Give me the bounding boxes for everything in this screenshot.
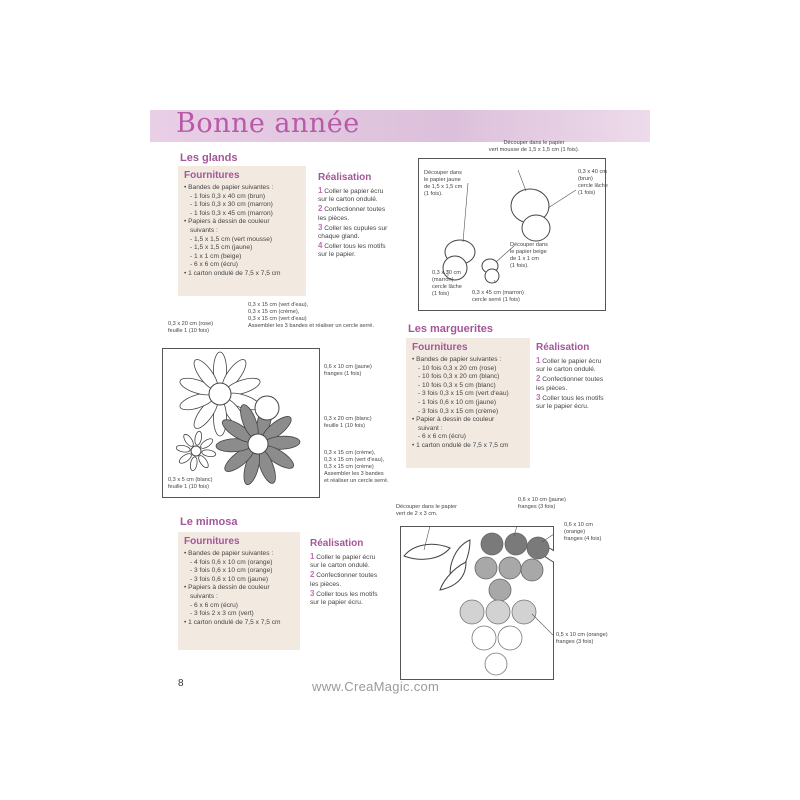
supply-line: • Bandes de papier suivantes : [184, 184, 274, 191]
petal-icon [194, 431, 203, 446]
section-title-glands: Les glands [180, 152, 238, 164]
supply-line: suivants : [190, 226, 218, 234]
label-brown-strip: 0,3 x 40 cm (brun) cercle lâche (1 fois) [578, 169, 608, 196]
supply-line: - 10 fois 0,3 x 20 cm (rose) [418, 364, 497, 372]
petal-icon [189, 456, 198, 471]
step-item: 1 Coller le papier écru sur le carton ondulé. [536, 356, 602, 374]
label-moss-paper: Découper dans le papier vert mousse de 1,5 x 1,5 cm (1 fois). [488, 140, 580, 153]
mimosa-supplies-box [178, 532, 300, 650]
label-orange-fringe-4: 0,6 x 10 cm (orange) franges (4 fois) [564, 522, 602, 542]
section-title-marguerites: Les marguerites [408, 323, 493, 335]
supply-line: • 1 carton ondulé de 7,5 x 7,5 cm [184, 618, 281, 626]
supply-line: suivant : [418, 424, 443, 432]
glands-steps [318, 172, 392, 261]
supply-line: - 6 x 6 cm (écru) [190, 601, 238, 609]
petal-icon [201, 449, 216, 458]
label-marron-45: 0,3 x 45 cm (marron) cercle serré (1 fois) [472, 290, 524, 303]
glands-supplies-title: Fournitures [184, 170, 240, 181]
step-item: 1 Coller le papier écru sur le carton ondulé. [318, 186, 384, 204]
acorn-body-icon [522, 215, 550, 241]
supply-line: - 1 fois 0,3 x 40 cm (brun) [190, 192, 266, 200]
page-title: Bonne année [176, 108, 360, 139]
orange-fringe-ball-icon [489, 579, 511, 601]
step-item: 3 Coller tous les motifs sur le papier écru. [536, 392, 604, 411]
label-yellow-fringe: 0,6 x 10 cm (jaune) franges (1 fois) [324, 364, 372, 377]
label-pink-petal: 0,3 x 20 cm (rose) feuille 1 (10 fois) [168, 321, 214, 334]
supply-line: - 6 x 6 cm (écru) [418, 433, 466, 441]
step-item: 2 Confectionner toutes les pièces. [310, 570, 378, 588]
mimosa-diagram [400, 526, 554, 680]
step-item: 1 Coller le papier écru sur le carton ondulé. [310, 552, 376, 570]
daisies-supplies-box [406, 338, 530, 468]
step-item: 2 Confectionner toutes les pièces. [536, 374, 604, 392]
daisies-supplies-title: Fournitures [412, 342, 468, 353]
supply-line: • Bandes de papier suivantes : [412, 356, 502, 363]
yellow-fringe-ball-icon [505, 533, 527, 555]
acorn-body-icon [485, 269, 499, 283]
supply-line: - 3 fois 0,3 x 15 cm (vert d'eau) [418, 390, 509, 398]
supply-line: - 10 fois 0,3 x 5 cm (blanc) [418, 381, 496, 389]
leaf-icon [404, 544, 450, 559]
supply-line: - 10 fois 0,3 x 20 cm (blanc) [418, 373, 500, 381]
mimosa-steps [310, 538, 386, 608]
supply-line: • Papier à dessin de couleur [412, 416, 495, 424]
step-item: 3 Coller les cupules sur chaque gland. [318, 222, 388, 241]
supply-line: - 3 fois 0,3 x 15 cm (crème) [418, 407, 499, 415]
ball-icon [498, 626, 522, 650]
supply-line: suivants : [190, 592, 218, 600]
supply-line: • 1 carton ondulé de 7,5 x 7,5 cm [184, 269, 281, 277]
supply-line: - 1 fois 0,3 x 45 cm (marron) [190, 209, 273, 217]
yellow-fringe-center-icon [255, 396, 279, 420]
supply-line: • 1 carton ondulé de 7,5 x 7,5 cm [412, 441, 509, 449]
supply-line: - 6 x 6 cm (écru) [190, 261, 238, 269]
supply-line: - 3 fois 2 x 3 cm (vert) [190, 610, 254, 618]
supply-line: • Papiers à dessin de couleur [184, 584, 270, 592]
glands-supplies-box [178, 166, 306, 296]
mimosa-steps-title: Réalisation [310, 538, 364, 549]
orange-fringe-ball-icon [499, 557, 521, 579]
orange-fringe-ball-icon [475, 557, 497, 579]
mimosa-supplies-title: Fournitures [184, 536, 240, 547]
daisies-steps-title: Réalisation [536, 342, 590, 353]
supply-line: • Papiers à dessin de couleur [184, 218, 270, 226]
petal-icon [176, 444, 191, 453]
label-yellow-fringe: 0,6 x 10 cm (jaune) franges (3 fois) [518, 497, 566, 510]
supply-line: - 3 fois 0,6 x 10 cm (orange) [190, 567, 273, 575]
label-tight-circle-bottom: 0,3 x 15 cm (crème), 0,3 x 15 cm (vert d'eau), 0,3 x 15 cm (crème) Assembler les 3 bandes et réaliser un cercle serré. [324, 450, 389, 484]
yellow-fringe-ball-icon [527, 537, 549, 559]
orange-fringe-ball-icon [521, 559, 543, 581]
orange-fringe-ball-icon [512, 600, 536, 624]
label-beige-paper: Découper dans le papier beige de 1 x 1 cm (1 fois). [510, 242, 548, 269]
supply-line: - 1,5 x 1,5 cm (jaune) [190, 244, 253, 252]
step-item: 2 Confectionner toutes les pièces. [318, 204, 386, 222]
supply-line: - 4 fois 0,6 x 10 cm (orange) [190, 558, 273, 566]
supply-line: • Bandes de papier suivantes : [184, 550, 274, 557]
daisies-steps [536, 342, 610, 412]
supply-line: - 1 fois 0,3 x 30 cm (marron) [190, 201, 273, 209]
label-yellow-paper: Découper dans le papier jaune de 1,5 x 1,5 cm (1 fois). [424, 170, 463, 197]
supply-line: - 1 fois 0,6 x 10 cm (jaune) [418, 398, 497, 406]
daisy-center-icon [248, 434, 268, 454]
orange-fringe-ball-icon [486, 600, 510, 624]
watermark: www.CreaMagic.com [312, 679, 440, 694]
label-white-petal: 0,3 x 20 cm (blanc) feuille 1 (10 fois) [324, 416, 372, 429]
daisy-center-icon [209, 383, 231, 405]
step-item: 4 Coller tous les motifs sur le papier. [318, 241, 386, 259]
section-title-mimosa: Le mimosa [180, 516, 238, 528]
small-daisy-center-icon [191, 446, 201, 456]
label-tight-circle-top: 0,3 x 15 cm (vert d'eau), 0,3 x 15 cm (crème), 0,3 x 15 cm (vert d'eau) Assembler les 3 bandes et réaliser un cercle serré. [248, 302, 374, 329]
label-orange-fringe-3: 0,5 x 10 cm (orange) franges (3 fois) [556, 632, 608, 645]
supply-line: - 1,5 x 1,5 cm (vert mousse) [190, 235, 273, 243]
supply-line: - 3 fois 0,6 x 10 cm (jaune) [190, 575, 269, 583]
step-item: 3 Coller tous les motifs sur le papier écru. [310, 588, 378, 607]
yellow-fringe-ball-icon [481, 533, 503, 555]
daisy-diagram [162, 348, 320, 498]
ball-icon [472, 626, 496, 650]
label-marron-30: 0,3 x 30 cm (marron) cercle lâche (1 fois) [432, 270, 462, 297]
label-small-white-petal: 0,3 x 5 cm (blanc) feuille 1 (10 fois) [168, 477, 213, 490]
ball-icon [485, 653, 507, 675]
orange-fringe-ball-icon [460, 600, 484, 624]
supply-line: - 1 x 1 cm (beige) [190, 252, 242, 260]
label-green-leaf-paper: Découper dans le papier vert de 2 x 3 cm. [396, 504, 457, 517]
page-number: 8 [178, 678, 184, 689]
glands-steps-title: Réalisation [318, 172, 372, 183]
